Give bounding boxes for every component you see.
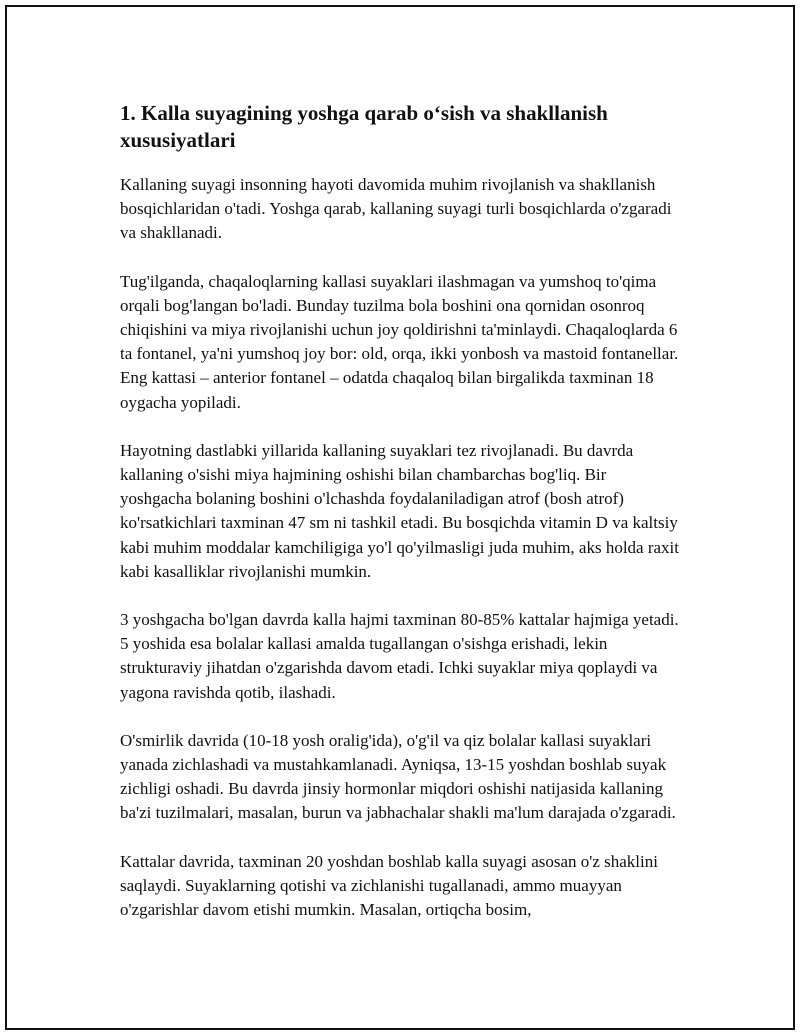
paragraph-birth: Tug'ilganda, chaqaloqlarning kallasi suyaklari ilashmagan va yumshoq to'qima orqali bog'langan bo'ladi. Bunday tuzilma bola boshini ona qornidan osonroq chiqishini va miya rivojlanishi uchun joy qoldirishni ta'minlaydi. Chaqaloqlarda 6 ta fontanel, ya'ni yumshoq joy bor: old, orqa, ikki yonbosh va mastoid fontanellar. Eng kattasi – anterior fontanel – odatda chaqaloq bilan birgalikda taxminan 18 oygacha yopiladi. (120, 271, 679, 412)
section-title: 1. Kalla suyagining yoshga qarab o‘sish va shakllanish xususiyatlari (120, 101, 608, 152)
document-body (120, 100, 680, 946)
paragraph-adulthood: Kattalar davrida, taxminan 20 yoshdan boshlab kalla suyagi asosan o'z shaklini saqlaydi. Suyaklarning qotishi va zichlanishi tugallanadi, ammo muayyan o'zgarishlar davom etishi mumkin. Masalan, ortiqcha bosim, (120, 851, 658, 920)
paragraph-intro: Kallaning suyagi insonning hayoti davomida muhim rivojlanish va shakllanish bosqichlaridan o'tadi. Yoshga qarab, kallaning suyagi turli bosqichlarda o'zgaradi va shakllanadi. (120, 175, 672, 243)
paragraph-age-three-five: 3 yoshgacha bo'lgan davrda kalla hajmi taxminan 80-85% kattalar hajmiga yetadi. 5 yoshida esa bolalar kallasi amalda tugallangan o'sishga erishadi, lekin strukturaviy jihatdan o'zgarishda davom etadi. Ichki suyaklar miya qoplaydi va yagona ravishda qotib, ilashadi. (120, 610, 679, 702)
document-page (5, 5, 795, 1030)
paragraph-adolescence: O'smirlik davrida (10-18 yosh oralig'ida), o'g'il va qiz bolalar kallasi suyaklari yanada zichlashadi va mustahkamlanadi. Ayniqsa, 13-15 yoshdan boshlab suyak zichligi oshadi. Bu davrda jinsiy hormonlar miqdori oshishi natijasida kallaning ba'zi tuzilmalari, masalan, burun va jabhachalar shakli ma'lum darajada o'zgaradi. (120, 730, 676, 823)
paragraph-early-years: Hayotning dastlabki yillarida kallaning suyaklari tez rivojlanadi. Bu davrda kallaning o'sishi miya hajmining oshishi bilan chambarchas bog'liq. Bir yoshgacha bolaning boshini o'lchashda foydalaniladigan atrof (bosh atrof) ko'rsatkichlari taxminan 47 sm ni tashkil etadi. Bu bosqichda vitamin D va kaltsiy kabi muhim moddalar kamchiligiga yo'l qo'yilmasligi juda muhim, aks holda raxit kabi kasalliklar rivojlanishi mumkin. (120, 440, 680, 581)
